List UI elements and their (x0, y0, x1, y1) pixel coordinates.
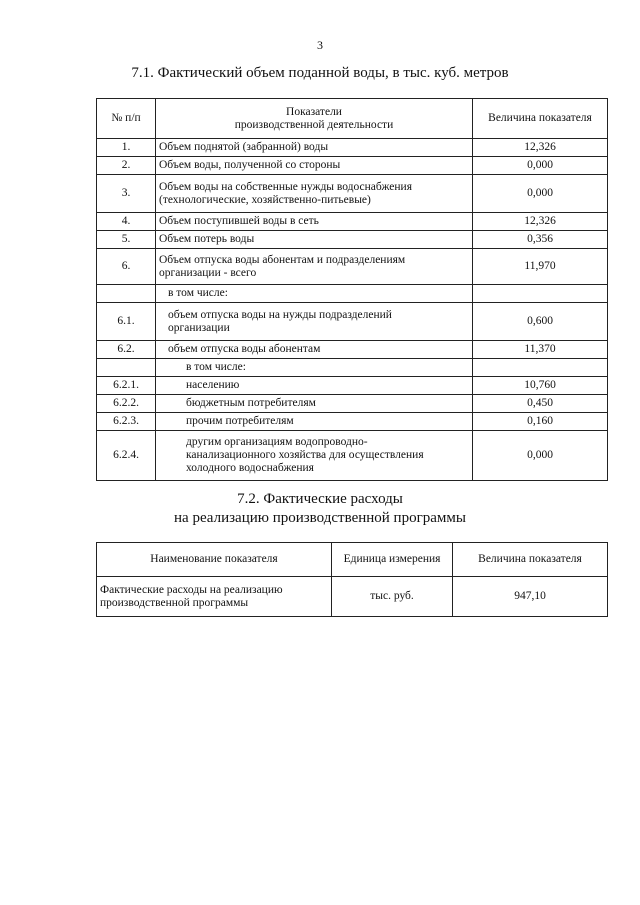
row-value: 0,600 (473, 303, 608, 341)
table-row (97, 139, 608, 157)
section-title-expenses (0, 490, 640, 528)
row-label-line1: другим организациям водопроводно- (186, 436, 368, 448)
table-row (97, 157, 608, 175)
row-label-line2: канализационного хозяйства для осуществления (186, 449, 424, 461)
header-value: Величина показателя (473, 99, 608, 139)
row-num: 6.2.1. (97, 377, 156, 395)
table-row (97, 285, 608, 303)
table-row (97, 395, 608, 413)
table-row (97, 413, 608, 431)
section-title-expenses-line2: на реализацию производственной программы (174, 510, 466, 526)
row-value: 0,356 (473, 231, 608, 249)
table-row (97, 377, 608, 395)
row-label-line2: организации - всего (159, 266, 257, 279)
row-num: 5. (97, 231, 156, 249)
row-label: Объем поднятой (забранной) воды (156, 139, 473, 157)
row-name-line2: производственной программы (100, 596, 249, 609)
header-indicator (156, 99, 473, 139)
row-label (156, 431, 473, 481)
table-header-row (97, 99, 608, 139)
row-value: 0,000 (473, 431, 608, 481)
row-value: 11,370 (473, 341, 608, 359)
header-value: Величина показателя (453, 543, 608, 577)
header-num: № п/п (97, 99, 156, 139)
row-value (473, 359, 608, 377)
row-num (97, 359, 156, 377)
row-value: 12,326 (473, 139, 608, 157)
row-label: Объем потерь воды (156, 231, 473, 249)
row-label-line1: объем отпуска воды на нужды подразделений (168, 308, 392, 321)
row-name (97, 577, 332, 617)
row-value: 0,450 (473, 395, 608, 413)
table-row (97, 303, 608, 341)
header-unit: Единица измерения (332, 543, 453, 577)
row-label-line2: (технологические, хозяйственно-питьевые) (159, 193, 371, 206)
row-label (156, 303, 473, 341)
row-num: 6.2.2. (97, 395, 156, 413)
table-row (97, 431, 608, 481)
row-label (156, 175, 473, 213)
row-value: 11,970 (473, 249, 608, 285)
row-label: населению (156, 377, 473, 395)
row-value (473, 285, 608, 303)
section-title-water-volume: 7.1. Фактический объем поданной воды, в тыс. куб. метров (131, 65, 509, 81)
table-row (97, 249, 608, 285)
row-num: 2. (97, 157, 156, 175)
row-num (97, 285, 156, 303)
row-label: в том числе: (156, 359, 473, 377)
row-label: в том числе: (156, 285, 473, 303)
table-row (97, 175, 608, 213)
row-num: 4. (97, 213, 156, 231)
row-value: 947,10 (453, 577, 608, 617)
water-volume-table (96, 98, 608, 481)
row-name-line1: Фактические расходы на реализацию (100, 583, 283, 596)
row-label: Объем воды, полученной со стороны (156, 157, 473, 175)
table-row (97, 213, 608, 231)
row-num: 6.2.3. (97, 413, 156, 431)
table-header-row (97, 543, 608, 577)
expenses-table (96, 542, 608, 617)
row-value: 12,326 (473, 213, 608, 231)
row-num: 6.2. (97, 341, 156, 359)
row-num: 1. (97, 139, 156, 157)
row-label: объем отпуска воды абонентам (156, 341, 473, 359)
table-row (97, 231, 608, 249)
section-title-expenses-line1: 7.2. Фактические расходы (237, 491, 403, 507)
table-row (97, 359, 608, 377)
header-name: Наименование показателя (97, 543, 332, 577)
row-value: 0,160 (473, 413, 608, 431)
row-label-line1: Объем воды на собственные нужды водоснабжения (159, 180, 412, 193)
table-row (97, 577, 608, 617)
row-label-line1: Объем отпуска воды абонентам и подразделениям (159, 253, 406, 266)
row-label-line3: холодного водоснабжения (186, 462, 314, 474)
row-value: 0,000 (473, 157, 608, 175)
row-num: 6.2.4. (97, 431, 156, 481)
row-label (156, 249, 473, 285)
page-number: 3 (317, 38, 323, 52)
row-value: 0,000 (473, 175, 608, 213)
row-num: 6. (97, 249, 156, 285)
row-label: Объем поступившей воды в сеть (156, 213, 473, 231)
row-label-line2: организации (168, 321, 230, 334)
row-num: 6.1. (97, 303, 156, 341)
row-unit: тыс. руб. (332, 577, 453, 617)
row-value: 10,760 (473, 377, 608, 395)
table-row (97, 341, 608, 359)
row-label: бюджетным потребителям (156, 395, 473, 413)
row-label: прочим потребителям (156, 413, 473, 431)
header-indicator-line1: Показатели (286, 105, 342, 118)
row-num: 3. (97, 175, 156, 213)
header-indicator-line2: производственной деятельности (234, 118, 394, 131)
